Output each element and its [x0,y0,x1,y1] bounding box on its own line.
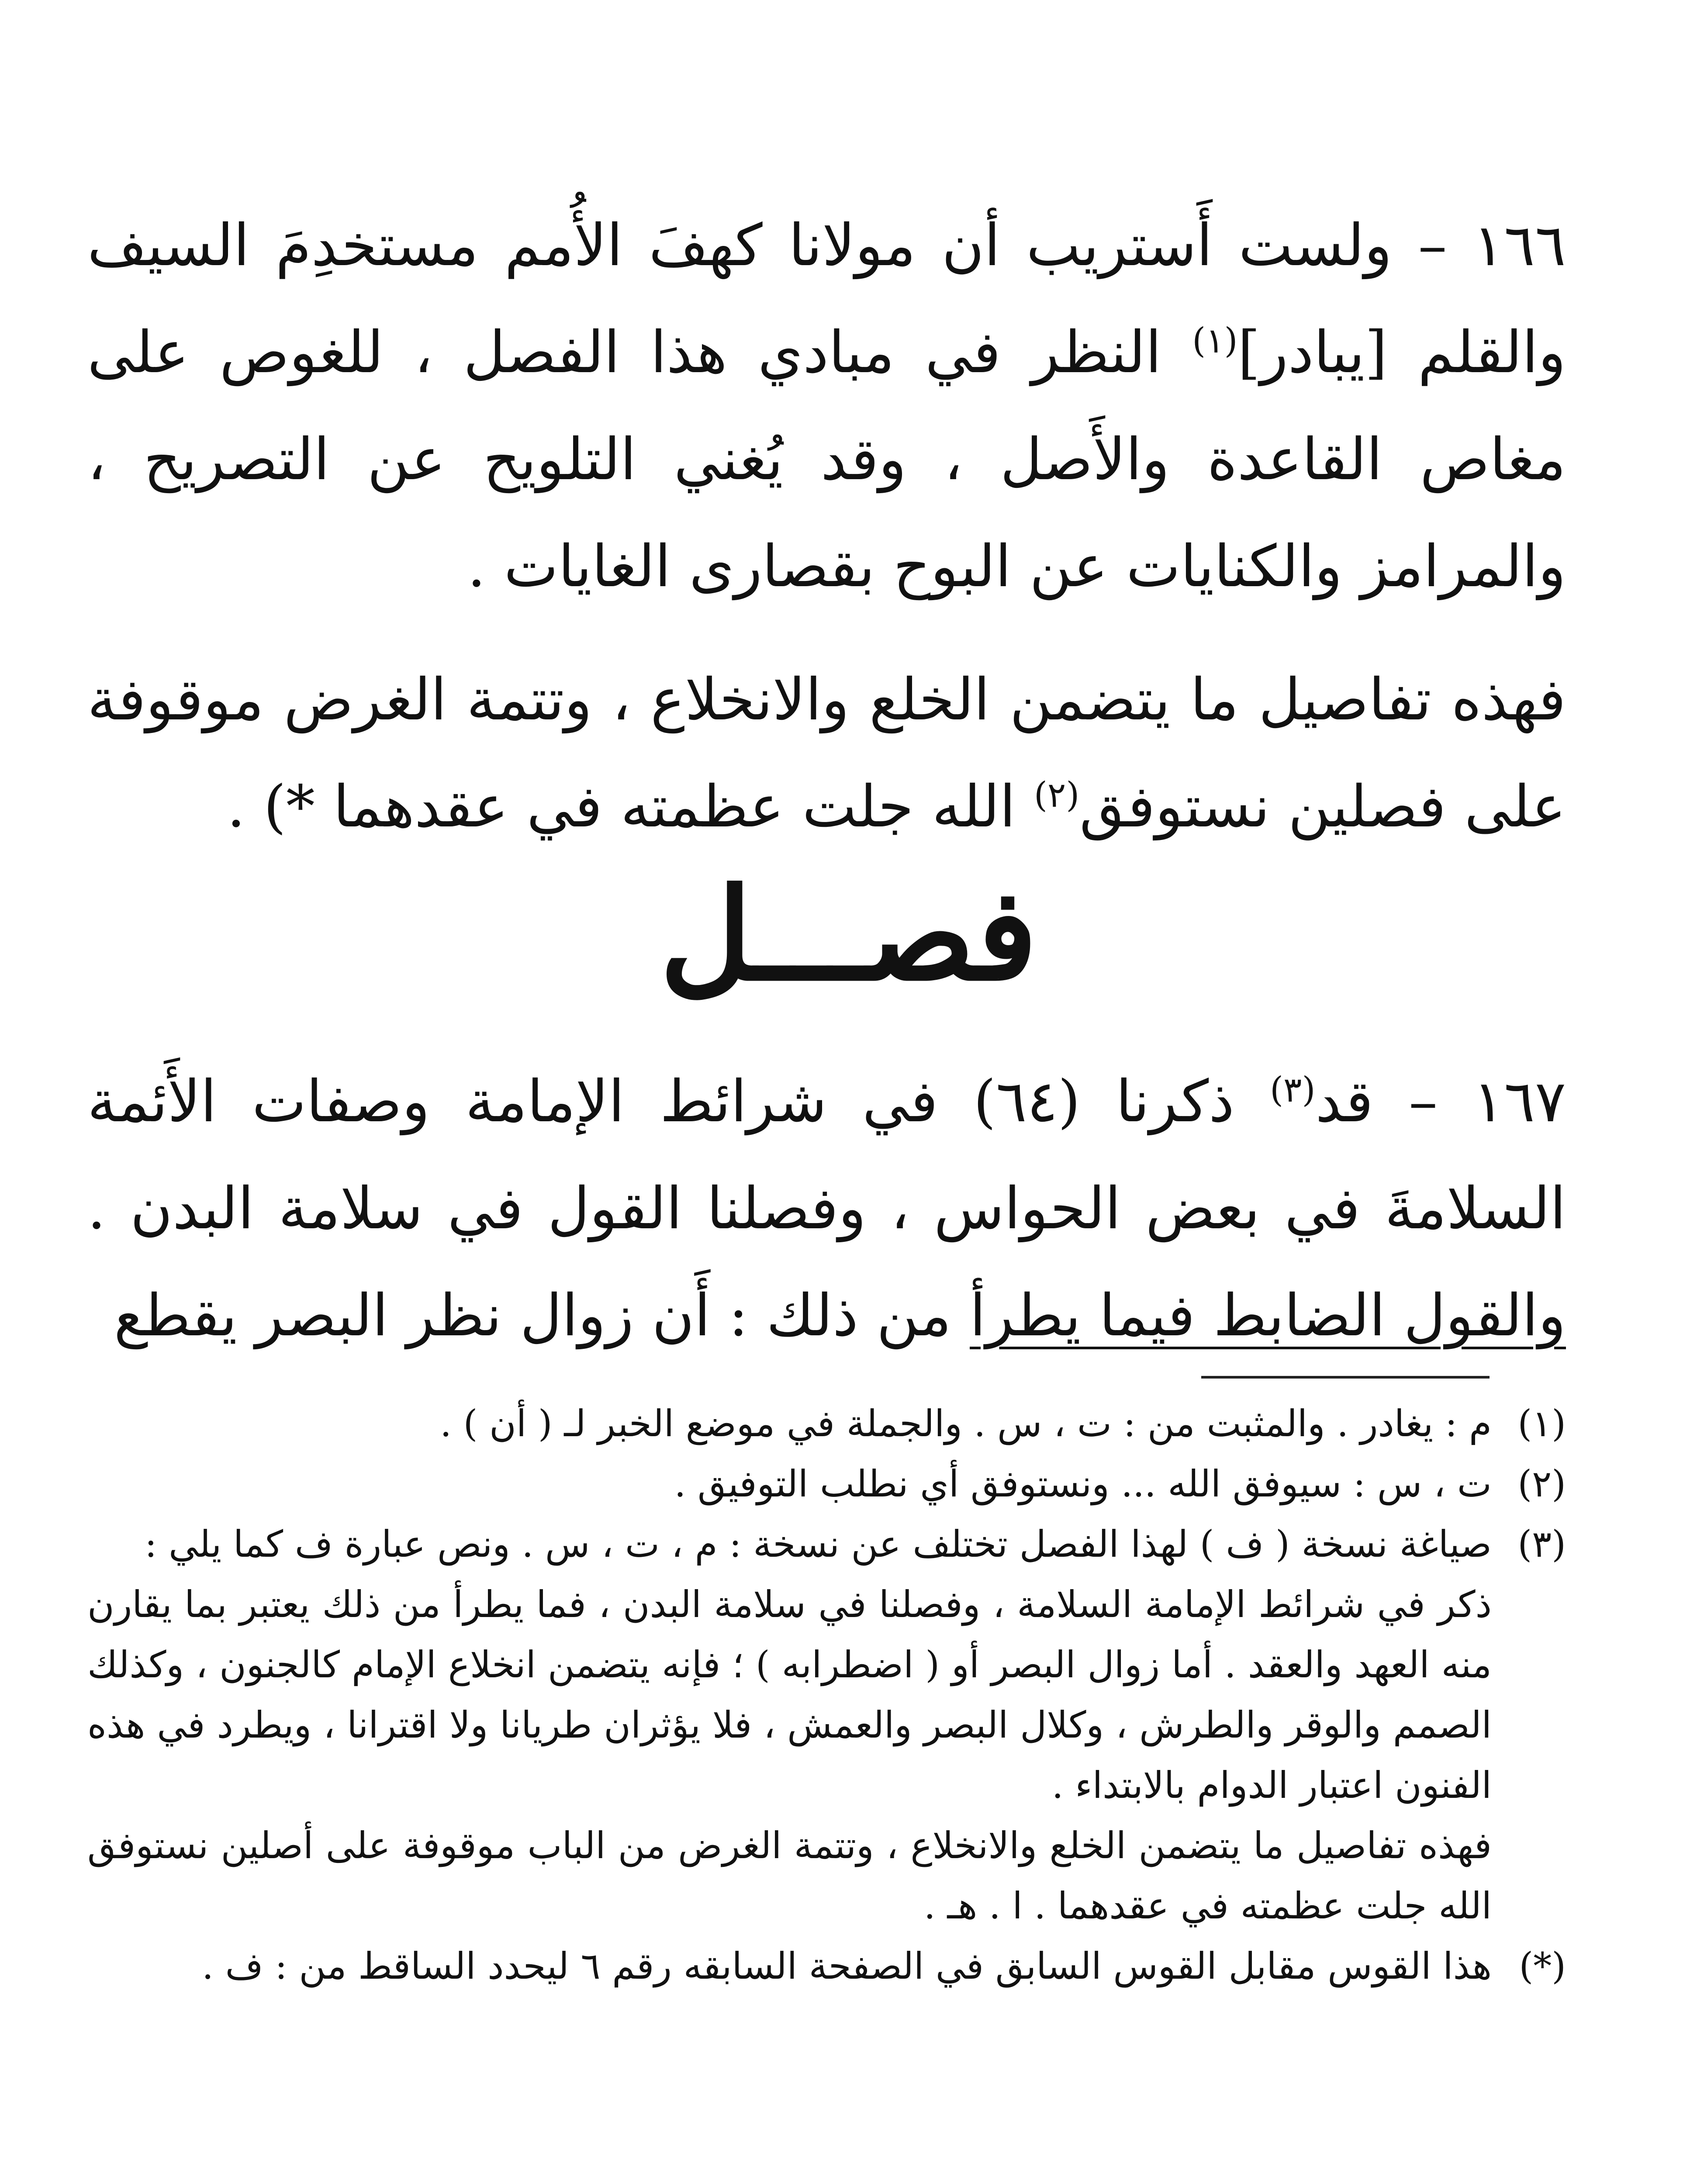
footnote-marker[interactable]: (٢) [1033,774,1080,815]
paragraph-text: من ذلك : أَن زوال نظر البصر يقطع [114,1282,952,1349]
footnote-number: (*) [1519,1945,1566,1987]
paragraph-text: الله جلت عظمته في عقدهما *) . [227,773,1016,840]
paragraph-number: ١٦٦ [1473,212,1566,279]
section-heading: فصـــل [660,860,1037,1009]
paragraph-text: – قد [1315,1068,1438,1135]
underlined-text: والقول الضابط فيما يطرأ [970,1282,1566,1349]
paragraph-conclusion [87,646,1566,860]
paragraph-number: ١٦٧ [1473,1068,1566,1135]
footnote-star [87,1936,1566,1996]
footnote-marker[interactable]: (٣) [1270,1069,1316,1110]
footnote-2 [87,1454,1566,1514]
footnote-quote: ذكر في شرائط الإمامة السلامة ، وفصلنا في سلامة البدن ، فما يطرأ من ذلك يعتبر بما يقارن منه العهد والعقد . أما زوال البصر أو ( اضطرابه ) ؛ فإنه يتضمن انخلاع الإمام كالجنون ، وكذلك الصمم والوقر والطرش ، وكلال البصر والعمش ، فلا يؤثران طريانا ولا اقترانا ، ويطرد في هذه الفنون اعتبار الدوام بالابتداء . [87,1583,1492,1807]
footnote-divider [1201,1376,1490,1379]
footnote-text: صياغة نسخة ( ف ) لهذا الفصل تختلف عن نسخة : م ، ت ، س . ونص عبارة ف كما يلي : [145,1523,1492,1565]
footnote-number: (١) [1517,1402,1566,1445]
footnote-1 [87,1393,1566,1454]
footnote-text: هذا القوس مقابل القوس السابق في الصفحة السابقه رقم ٦ ليحدد الساقط من : ف . [202,1945,1492,1987]
paragraph-167 [87,1048,1566,1369]
footnote-text: ت ، س : سيوفق الله ... ونستوفق أي نطلب التوفيق . [674,1462,1492,1505]
footnote-3 [87,1514,1566,1574]
section-text [87,1048,1566,1369]
paragraph-text: النظر في مبادي هذا الفصل ، للغوص على مغاص القاعدة والأَصل ، وقد يُغني التلويح عن التصريح ، والمرامز والكنايات عن البوح بقصارى الغايات . [87,319,1566,600]
footnote-number: (٢) [1517,1462,1566,1505]
paragraph-text: – ولست أَستريب أن مولانا كهفَ الأُمم مستخدِمَ السيف والقلم [يبادر] [87,212,1566,386]
paragraph-text: ذكرنا (٦٤) في شرائط الإمامة وصفات الأَئمة السلامةَ في بعض الحواس ، وفصلنا القول في سلامة البدن . [87,1068,1566,1242]
footnote-marker[interactable]: (١) [1192,320,1238,361]
footnote-quote: فهذه تفاصيل ما يتضمن الخلع والانخلاع ، وتتمة الغرض من الباب موقوفة على أصلين نستوفق الله جلت عظمته في عقدهما . ا . هـ . [87,1824,1492,1927]
paragraph-text: فهذه تفاصيل ما يتضمن الخلع والانخلاع ، وتتمة الغرض موقوفة على فصلين نستوفق [87,666,1566,840]
footnote-text: م : يغادر . والمثبت من : ت ، س . والجملة في موضع الخبر لـ ( أن ) . [440,1402,1492,1445]
footnotes [87,1393,1566,1996]
footnote-number: (٣) [1517,1523,1566,1565]
main-text [87,192,1566,860]
paragraph-166 [87,192,1566,620]
